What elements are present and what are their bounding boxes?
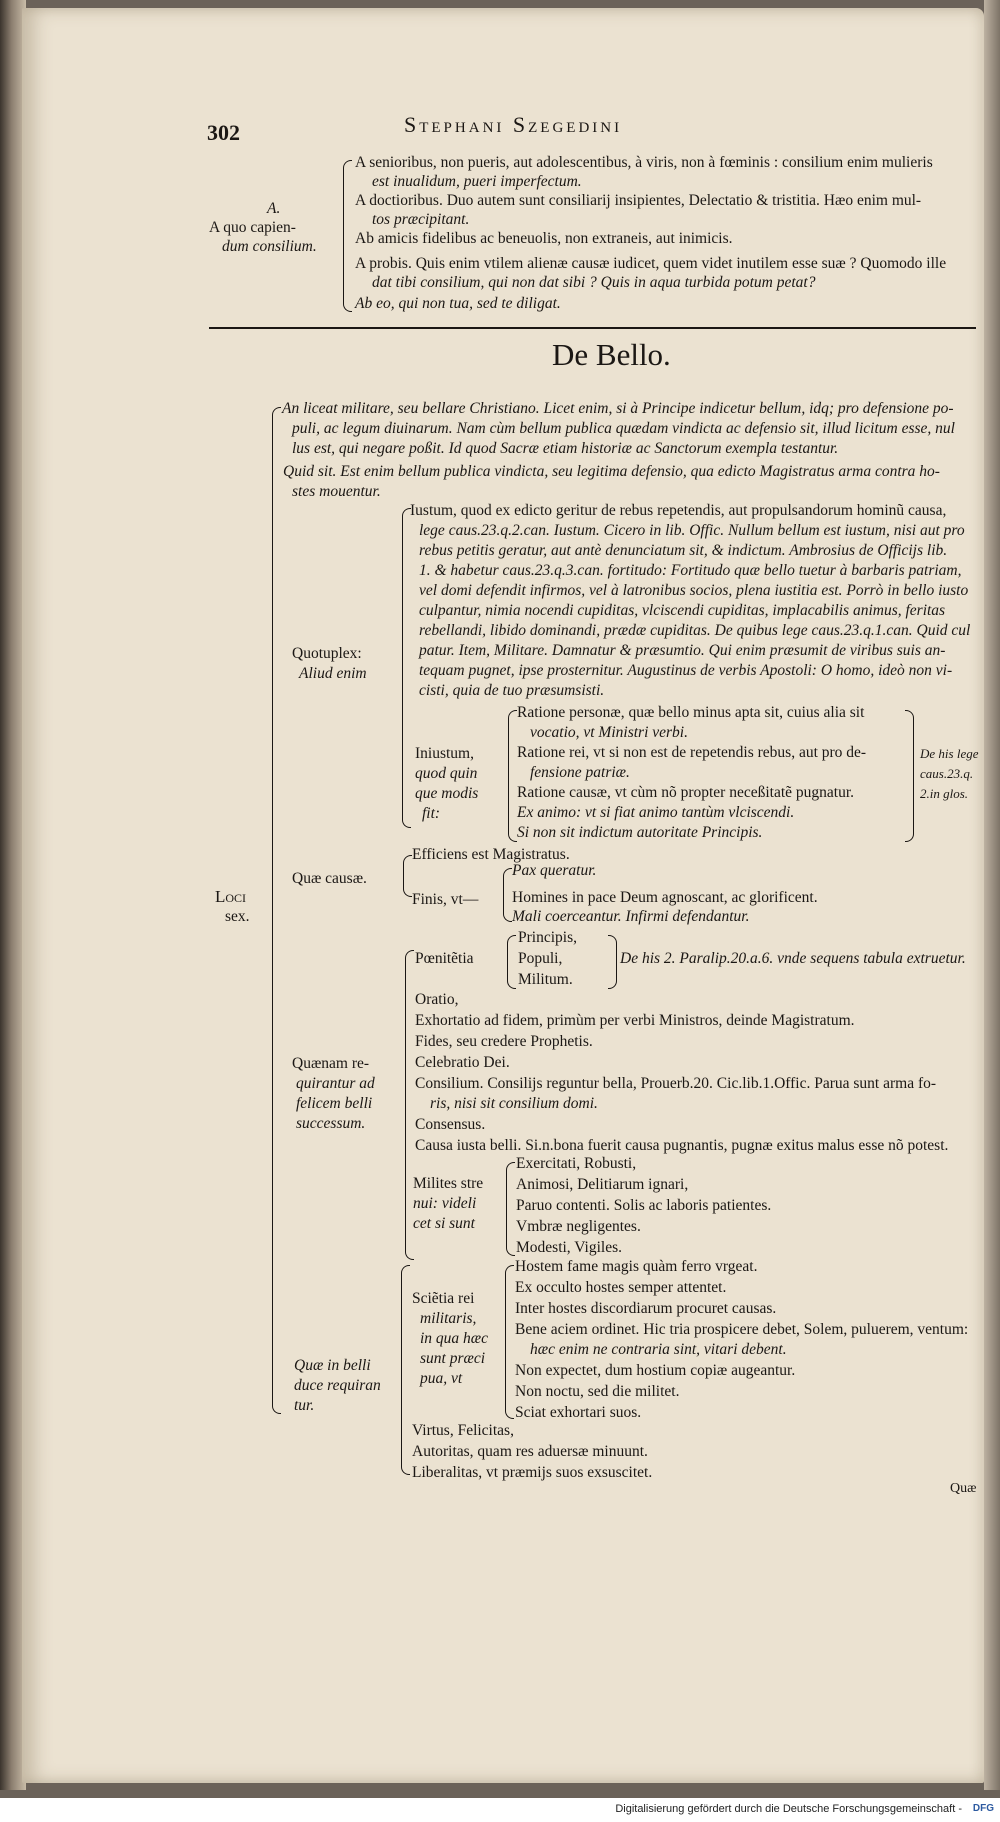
iniustum-item-1b: vocatio, vt Ministri verbi. [530,724,688,741]
top-item-5: Ab eo, qui non tua, sed te diligat. [355,295,561,312]
poenitentia-item-1: Principis, [518,929,577,946]
causae-efficiens: Efficiens est Magistratus. [412,846,570,863]
iustum-10: cisti, quia de tuo præsumsisti. [419,682,605,699]
quaenam-head-3: felicem belli [296,1095,373,1112]
iustum-5: vel domi defendit infirmos, vel à latronibus socios, plena iustitia est. Porrò in bello iusto [419,582,969,599]
dfg-logo: DFG [972,1803,994,1814]
iustum-9: tequam pugnet, ipse prosternitur. Augustinus de verbis Apostoli: O homo, ideò non vi- [419,662,953,679]
iniustum-item-2: Ratione rei, vt si non est de repetendis rebus, aut pro de- [517,744,867,761]
top-item-2b: tos præcipitant. [372,211,470,228]
top-item-4b: dat tibi consilium, qui non dat sibi ? Quis in aqua turbida potum petat? [372,274,816,291]
milites-head-1: Milites stre [413,1175,484,1192]
poenitentia-item-3: Militum. [518,971,573,988]
iniustum-item-4: Ex animo: vt si fiat animo tantùm vlciscendi. [517,804,795,821]
top-marker: A. [267,200,281,217]
iustum-6: culpantur, nimia nocendi cupiditas, vlciscendi cupiditas, implacabilis animus, feritas [419,602,946,619]
causae-head: Quæ causæ. [292,870,367,887]
iniustum-head-2: quod quin [415,765,478,782]
iustum-8: patur. Item, Militare. Damnatur & præsumtio. Qui enim præsumit de viribus suis an- [419,642,946,659]
milites-item-2: Animosi, Delitiarum ignari, [516,1176,689,1193]
quaenam-item-7: Causa iusta belli. Si.n.bona fuerit causa pugnantis, pugnæ exitus malus esse nõ potest. [415,1137,949,1154]
milites-item-5: Modesti, Vigiles. [516,1239,622,1256]
poenitentia-brace [507,935,516,989]
finis-item-1: Pax queratur. [512,862,597,879]
quaenam-brace [405,950,414,1260]
iniustum-head-3: que modis [415,785,479,802]
top-head-line2: dum consilium. [222,238,317,255]
section-title: De Bello. [552,337,671,372]
iustum-4: 1. & habetur caus.23.q.3.can. fortitudo: Fortitudo quæ bello tuetur à barbaris patriam, [419,562,962,579]
iustum-7: rebellandi, libido dominandi, prædæ cupiditas. De quibus lege caus.23.q.1.can. Quid cul [419,622,971,639]
loci-label-2: sex. [225,908,250,925]
quaenam-head-2: quirantur ad [296,1075,375,1092]
finis-item-2: Homines in pace Deum agnoscant, ac glorificent. [512,889,818,906]
loci-label: Loci [215,887,247,906]
iustum-3: rebus petitis geratur, aut antè denunciatum sit, & indictum. Ambrosius de Officijs lib. [419,542,948,559]
an-liceat-3: lus est, qui negare poßit. Id quod Sacræ etiam historiæ ac Sanctorum exempla testantur. [292,440,839,457]
side-note-3: 2.in glos. [920,786,969,801]
dux-brace [401,1265,410,1475]
quaenam-item-1: Oratio, [415,991,459,1008]
dux-head-2: duce requiran [294,1377,381,1394]
top-brace [343,160,352,312]
quaenam-item-5b: ris, nisi sit consilium domi. [430,1095,598,1112]
quid-sit-2: stes mouentur. [292,483,381,500]
causae-brace [403,855,412,897]
top-head-line1: A quo capien- [209,219,296,236]
finis-brace [503,868,512,922]
scientia-item-2: Ex occulto hostes semper attentet. [515,1279,727,1296]
poenitentia-label: Pœnitẽtia [415,950,474,967]
top-item-1b: est inualidum, pueri imperfectum. [372,173,582,190]
poenitentia-item-2: Populi, [518,950,563,967]
an-liceat-2: puli, ac legum diuinarum. Nam cùm bellum publica quædam vindicta ac defensio sit, illud licitum esse, nul [292,420,955,437]
scientia-head-4: sunt præci [420,1350,486,1367]
dux-head-1: Quæ in belli [294,1357,371,1374]
catchword: Quæ [950,1481,977,1496]
quid-sit-1: Quid sit. Est enim bellum publica vindicta, seu legitima defensio, qua edicto Magistratus arma contra ho- [283,463,940,480]
iniustum-brace [508,710,517,842]
milites-brace [506,1162,515,1256]
an-liceat-1: An liceat militare, seu bellare Christiano. Licet enim, si à Principe indicetur bellum, idq; pro defensione po- [282,400,954,417]
scientia-head-2: militaris, [420,1310,477,1327]
page-edge [984,0,1000,1790]
dux-head-3: tur. [294,1397,315,1414]
iniustum-item-2b: fensione patriæ. [530,764,630,781]
scientia-item-3: Inter hostes discordiarum procuret causas. [515,1300,777,1317]
side-note-1: De his lege [920,746,979,761]
quotuplex-brace [402,508,411,828]
quaenam-item-6: Consensus. [415,1116,486,1133]
section-rule [209,327,976,329]
quaenam-item-3: Fides, seu credere Prophetis. [415,1033,593,1050]
scientia-head-3: in qua hæc [420,1330,489,1347]
milites-item-3: Paruo contenti. Solis ac laboris patientes. [516,1197,772,1214]
side-note-2: caus.23.q. [920,766,974,781]
scientia-item-4: Bene aciem ordinet. Hic tria prospicere debet, Solem, puluerem, ventum: [515,1321,969,1338]
iniustum-head-4: fit: [422,805,441,822]
scientia-item-5: Non expectet, dum hostium copiæ augeantur. [515,1362,796,1379]
quaenam-head-4: successum. [296,1115,366,1132]
iniustum-head-1: Iniustum, [415,745,474,762]
main-brace [272,407,281,1414]
dux-item-2: Autoritas, quam res aduersæ minuunt. [412,1443,648,1460]
iniustum-item-3: Ratione causæ, vt cùm nõ propter neceßitatẽ pugnatur. [517,784,855,801]
causae-finis: Finis, vt— [412,891,479,908]
quaenam-item-4: Celebratio Dei. [415,1054,510,1071]
top-item-3: Ab amicis fidelibus ac beneuolis, non extraneis, aut inimicis. [355,230,733,247]
dux-item-1: Virtus, Felicitas, [412,1422,514,1439]
running-header: Stephani Szegedini [404,112,623,137]
quaenam-item-5: Consilium. Consilijs reguntur bella, Prouerb.20. Cic.lib.1.Offic. Parua sunt arma fo- [415,1075,937,1092]
iniustum-item-5: Si non sit indictum autoritate Principis. [517,824,763,841]
milites-item-4: Vmbræ negligentes. [516,1218,641,1235]
dux-item-3: Liberalitas, vt præmijs suos exsuscitet. [412,1464,653,1481]
milites-item-1: Exercitati, Robusti, [516,1155,637,1172]
poenitentia-note: De his 2. Paralip.20.a.6. vnde sequens tabula extruetur. [620,950,966,967]
iustum-1: Iustum, quod ex edicto geritur de rebus repetendis, aut propulsandorum hominũ causa, [410,502,947,519]
quaenam-item-2: Exhortatio ad fidem, primùm per verbi Ministros, deinde Magistratum. [415,1012,855,1029]
iniustum-right-brace [905,710,914,842]
top-item-2: A doctioribus. Duo autem sunt consiliarij insipientes, Delectatio & tristitia. Hæo enim mul- [355,192,922,209]
scientia-item-6: Non noctu, sed die militet. [515,1383,680,1400]
iustum-2: lege caus.23.q.2.can. Iustum. Cicero in lib. Offic. Nullum bellum est iustum, nisi aut pro [419,522,965,539]
finis-item-3: Mali coerceantur. Infirmi defendantur. [512,908,750,925]
scientia-item-4b: hæc enim ne contraria sint, vitari debent. [530,1341,787,1358]
scientia-item-7: Sciat exhortari suos. [515,1404,642,1421]
scientia-head-5: pua, vt [420,1370,463,1387]
milites-head-2: nui: videli [413,1195,477,1212]
scientia-brace [505,1265,514,1419]
scientia-head-1: Sciẽtia rei [412,1290,475,1307]
quotuplex-head-2: Aliud enim [299,665,367,682]
page-number: 302 [207,120,240,145]
top-item-4: A probis. Quis enim vtilem alienæ causæ iudicet, quem videt inutilem esse suæ ? Quomodo ille [355,255,947,272]
poenitentia-right-brace [608,935,617,989]
milites-head-3: cet si sunt [413,1215,475,1232]
quotuplex-head: Quotuplex: [292,645,362,662]
scientia-item-1: Hostem fame magis quàm ferro vrgeat. [515,1258,758,1275]
iniustum-item-1: Ratione personæ, quæ bello minus apta sit, cuius alia sit [517,704,865,721]
quaenam-head-1: Quænam re- [292,1055,370,1072]
top-item-1: A senioribus, non pueris, aut adolescentibus, à viris, non à fœminis : consilium enim mulieris [355,154,933,171]
footer-credit: Digitalisierung gefördert durch die Deutsche Forschungsgemeinschaft - [615,1803,962,1815]
